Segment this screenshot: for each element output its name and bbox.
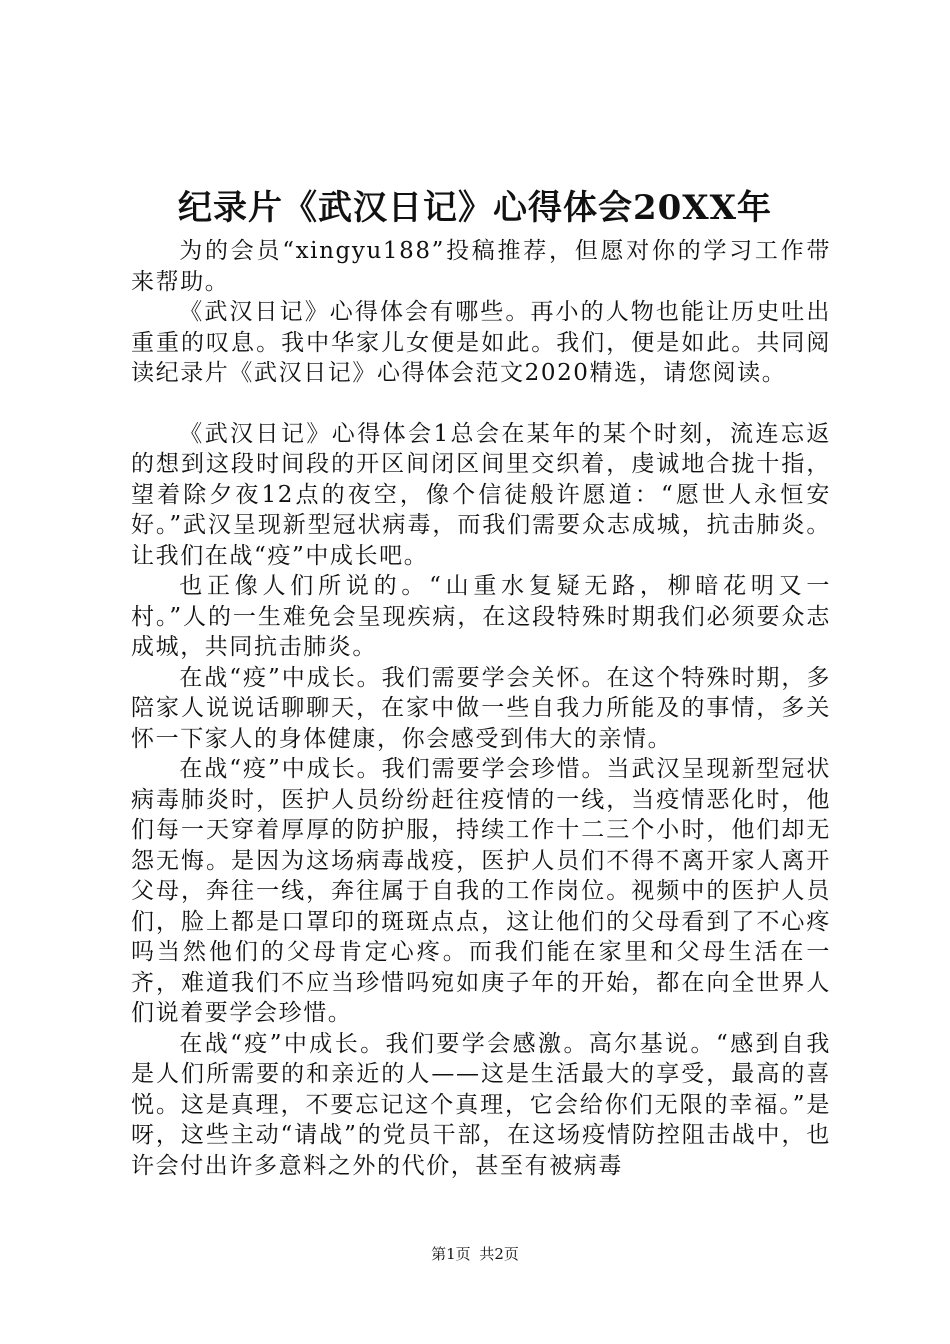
document-body <box>131 236 831 1181</box>
page-footer <box>0 1244 950 1264</box>
page-total: 共2页 <box>479 1245 519 1263</box>
paragraph-intro: 《武汉日记》心得体会有哪些。再小的人物也能让历史吐出重重的叹息。我中华家儿女便是如此。我们，便是如此。共同阅读纪录片《武汉日记》心得体会范文2020精选，请您阅读。 <box>131 299 831 386</box>
document-title: 纪录片《武汉日记》心得体会20XX年 <box>177 188 773 228</box>
paragraph-contributor-note: 为的会员“xingyu188”投稿推荐，但愿对你的学习工作带来帮助。 <box>131 238 831 295</box>
paragraph-essay-1: 《武汉日记》心得体会1总会在某年的某个时刻，流连忘返的想到这段时间段的开区间闭区间里交织着，虔诚地合拢十指，望着除夕夜12点的夜空，像个信徒般许愿道：“愿世人永恒安好。”武汉呈现新型冠状病毒，而我们需要众志成城，抗击肺炎。让我们在战“疫”中成长吧。 <box>131 420 831 569</box>
paragraph-gratitude: 在战“疫”中成长。我们要学会感激。高尔基说。“感到自我是人们所需要的和亲近的人——这是生活最大的享受，最高的喜悦。这是真理，不要忘记这个真理，它会给你们无限的幸福。”是呀，这些主动“请战”的党员干部，在这场疫情防控阻击战中，也许会付出许多意料之外的代价，甚至有被病毒 <box>131 1030 831 1179</box>
paragraph-care: 在战“疫”中成长。我们需要学会关怀。在这个特殊时期，多陪家人说说话聊聊天，在家中做一些自我力所能及的事情，多关怀一下家人的身体健康，你会感受到伟大的亲情。 <box>131 664 831 752</box>
paragraph-cherish: 在战“疫”中成长。我们需要学会珍惜。当武汉呈现新型冠状病毒肺炎时，医护人员纷纷赶往疫情的一线，当疫情恶化时，他们每一天穿着厚厚的防护服，持续工作十二三个小时，他们却无怨无悔。是因为这场病毒战疫，医护人员们不得不离开家人离开父母，奔往一线，奔往属于自我的工作岗位。视频中的医护人员们，脸上都是口罩印的斑斑点点，这让他们的父母看到了不心疼吗当然他们的父母肯定心疼。而我们能在家里和父母生活在一齐，难道我们不应当珍惜吗宛如庚子年的开始，都在向全世界人们说着要学会珍惜。 <box>131 756 831 1026</box>
paragraph-proverb: 也正像人们所说的。“山重水复疑无路，柳暗花明又一村。”人的一生难免会呈现疾病，在这段特殊时期我们必须要众志成城，共同抗击肺炎。 <box>131 573 831 660</box>
page-number: 第1页 <box>431 1245 471 1263</box>
